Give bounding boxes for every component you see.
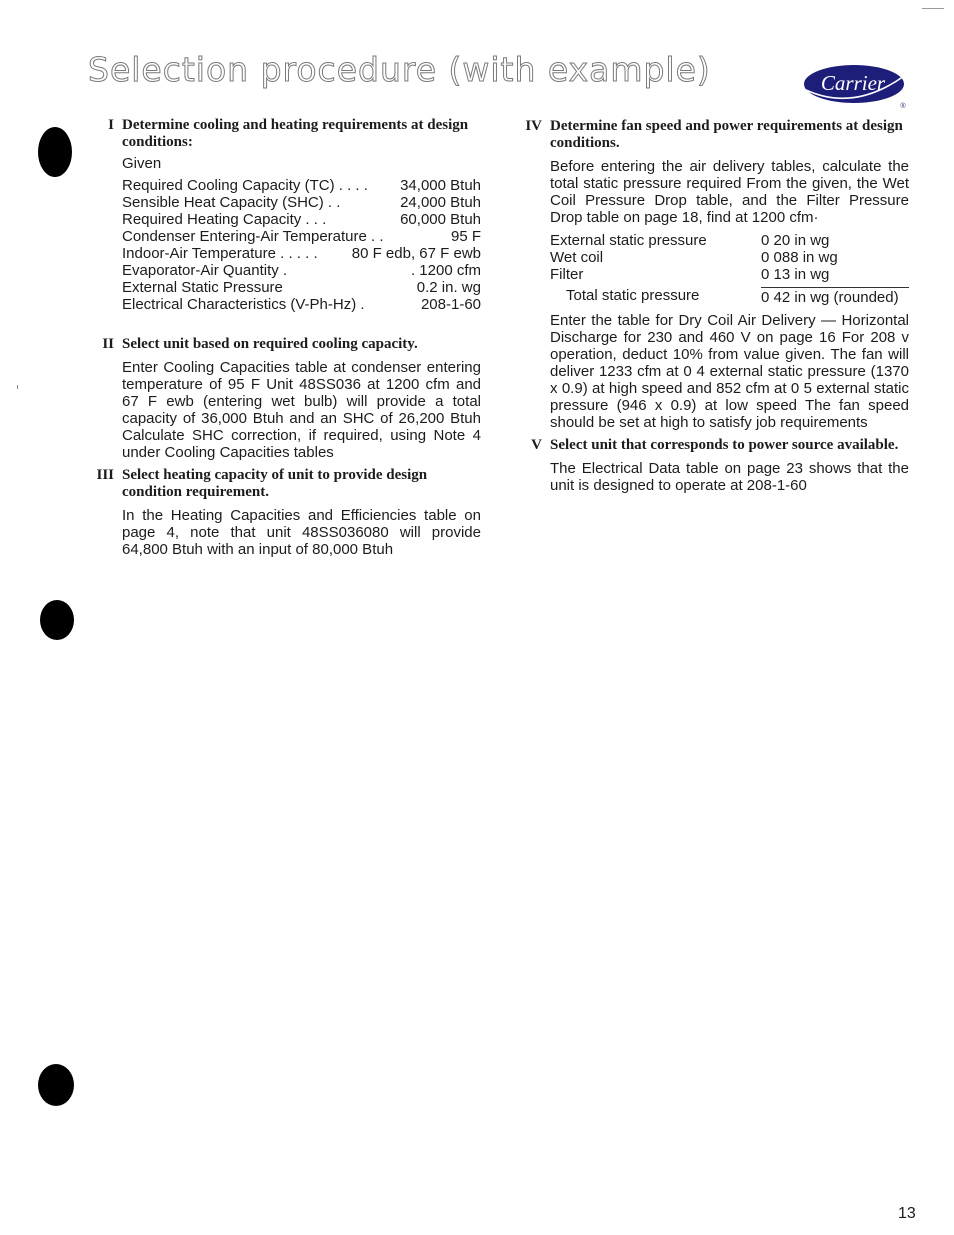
section-heading-text: Select heating capacity of unit to provide design condition requirement. (122, 467, 428, 500)
margin-mark (17, 385, 18, 389)
spec-value: 34,000 Btuh (400, 177, 481, 194)
section-number: IV (525, 118, 542, 134)
spec-row (122, 296, 481, 313)
spec-value: 80 F edb, 67 F ewb (351, 245, 481, 262)
spec-row (122, 177, 481, 194)
pressure-row (550, 249, 909, 266)
section-number: III (96, 467, 114, 483)
spec-label: Evaporator-Air Quantity . (122, 262, 288, 279)
section-body-1 (122, 155, 481, 313)
punch-hole-top (38, 127, 72, 177)
section-heading-5 (518, 437, 909, 454)
spec-row (122, 194, 481, 211)
corner-mark (922, 8, 944, 9)
spec-value: 60,000 Btuh (400, 211, 481, 228)
spec-label: External Static Pressure (122, 279, 283, 296)
section-heading-2 (90, 336, 481, 353)
carrier-logo (800, 62, 910, 110)
section-text: Enter the table for Dry Coil Air Delivery — Horizontal Discharge for 230 and 460 V on page 16 For 208 v operation, deduct 10% from value given. The fan will deliver 1233 cfm at 0 4 external static pressure (1370 x 0.9) at high speed and 852 cfm at 0 5 external static pressure (946 x 0.9) at low speed The fan speed should be set at high to satisfy job requirements (550, 312, 909, 431)
section-heading-1 (90, 117, 481, 151)
section-heading-text: Determine fan speed and power requirements at design conditions. (550, 118, 903, 151)
spec-label: Electrical Characteristics (V-Ph-Hz) . (122, 296, 365, 313)
logo-text: Carrier (820, 71, 886, 95)
section-number: I (108, 117, 114, 133)
right-column (518, 118, 909, 494)
section-body-2: Enter Cooling Capacities table at condenser entering temperature of 95 F Unit 48SS036 at 1200 cfm and 67 F ewb (entering wet bulb) will provide a total capacity of 36,000 Btuh and an SHC of 26,200 Btuh Calculate SHC correction, if required, using Note 4 under Cooling Capacities tables (122, 359, 481, 461)
pressure-value: 0 20 in wg (761, 232, 830, 249)
section-body-3: In the Heating Capacities and Efficiencies table on page 4, note that unit 48SS036080 will provide 64,800 Btuh with an input of 80,000 Btuh (122, 507, 481, 558)
section-body-5: The Electrical Data table on page 23 shows that the unit is designed to operate at 208-1-60 (550, 460, 909, 494)
spec-value: 95 F (450, 228, 481, 245)
spec-value: . 1200 cfm (410, 262, 481, 279)
pressure-total-row (550, 287, 909, 306)
section-number: II (102, 336, 114, 352)
pressure-label: Filter (550, 266, 584, 283)
spec-row (122, 211, 481, 228)
pressure-value: 0 088 in wg (761, 249, 838, 266)
spec-label: Indoor-Air Temperature . . . . . (122, 245, 318, 262)
pressure-table (550, 232, 909, 306)
pressure-total-label: Total static pressure (566, 287, 700, 304)
section-heading-3 (90, 467, 481, 501)
punch-hole-middle (40, 600, 74, 640)
punch-hole-bottom (38, 1064, 74, 1106)
given-label: Given (122, 155, 162, 172)
spec-row (122, 262, 481, 279)
section-body-4 (550, 158, 909, 431)
registered-mark: ® (900, 103, 906, 110)
spec-value: 0.2 in. wg (416, 279, 481, 296)
section-heading-text: Select unit based on required cooling capacity. (122, 336, 418, 352)
spec-label: Condenser Entering-Air Temperature . . (122, 228, 384, 245)
pressure-label: Wet coil (550, 249, 604, 266)
spec-row (122, 228, 481, 245)
pressure-label: External static pressure (550, 232, 707, 249)
section-heading-4 (518, 118, 909, 152)
spec-value: 208-1-60 (420, 296, 481, 313)
spec-row (122, 245, 481, 262)
spec-label: Required Heating Capacity . . . (122, 211, 327, 228)
spec-row (122, 279, 481, 296)
page-number: 13 (898, 1205, 916, 1222)
section-heading-text: Determine cooling and heating requirements at design conditions: (122, 117, 469, 150)
pressure-row (550, 232, 909, 249)
pressure-value: 0 13 in wg (761, 266, 830, 283)
spec-label: Required Cooling Capacity (TC) . . . . (122, 177, 368, 194)
spec-label: Sensible Heat Capacity (SHC) . . (122, 194, 341, 211)
pressure-total-value: 0 42 in wg (rounded) (761, 287, 909, 306)
left-column (90, 117, 481, 558)
spec-value: 24,000 Btuh (400, 194, 481, 211)
spec-list (122, 177, 481, 313)
pressure-row (550, 266, 909, 283)
page-title: Selection procedure (with example) (88, 50, 711, 89)
section-heading-text: Select unit that corresponds to power source available. (550, 437, 899, 453)
section-intro: Before entering the air delivery tables, calculate the total static pressure required From the given, the Wet Coil Pressure Drop table, and the Filter Pressure Drop table on page 18, find at 1200 cfm· (550, 158, 909, 226)
section-number: V (531, 437, 542, 453)
